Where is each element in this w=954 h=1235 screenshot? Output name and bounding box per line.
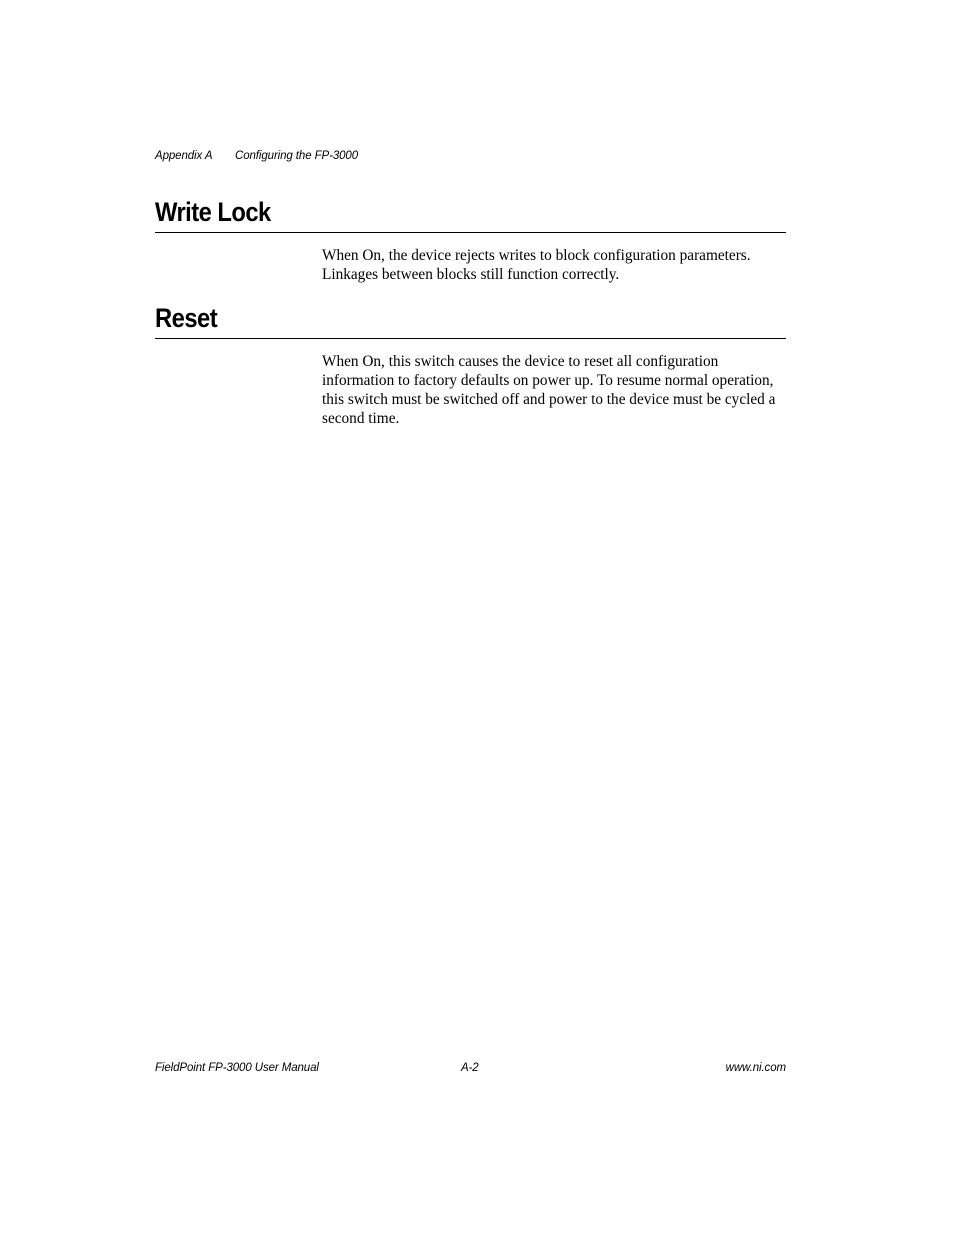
body-line: When On, this switch causes the device to reset all configuration [322,353,719,370]
body-line: Linkages between blocks still function correctly. [322,266,620,283]
header-title: Configuring the FP-3000 [235,150,358,162]
footer-manual-title: FieldPoint FP-3000 User Manual [155,1062,319,1074]
body-line: second time. [322,410,400,427]
running-header [155,150,358,162]
header-chapter: Appendix A [155,150,213,162]
section-heading-write-lock: Write Lock [155,197,271,227]
section-rule [155,338,786,339]
body-line: When On, the device rejects writes to block configuration parameters. [322,247,751,264]
running-footer [155,1062,786,1078]
section-body-write-lock [322,246,786,284]
body-line: information to factory defaults on power up. To resume normal operation, [322,372,774,389]
section-rule [155,232,786,233]
section-write-lock [155,196,786,284]
section-body-reset [322,352,786,428]
body-line: this switch must be switched off and power to the device must be cycled a [322,391,776,408]
section-heading-reset: Reset [155,303,218,333]
footer-page-number: A-2 [461,1062,479,1074]
footer-url: www.ni.com [725,1062,786,1074]
section-reset [155,302,786,428]
